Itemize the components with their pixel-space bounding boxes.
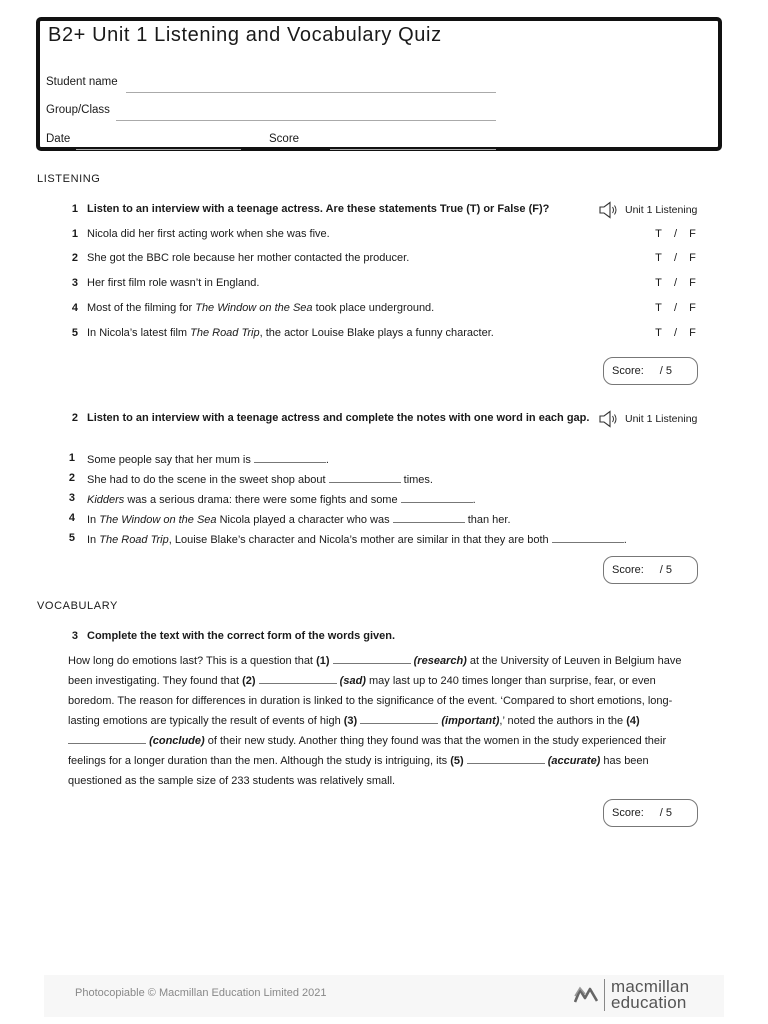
answer-gap[interactable]: [259, 673, 337, 684]
speaker-icon: [599, 410, 621, 428]
audio-label-2: Unit 1 Listening: [625, 413, 698, 425]
exercise-2-instruction: Listen to an interview with a teenage actress and complete the notes with one word in each gap.: [87, 412, 590, 424]
exercise-3-number: 3: [71, 630, 78, 642]
macmillan-logo-icon: [574, 986, 598, 1004]
listening-heading: LISTENING: [37, 173, 101, 185]
vocabulary-heading: VOCABULARY: [37, 600, 118, 612]
answer-gap[interactable]: [552, 532, 624, 543]
answer-gap[interactable]: [254, 452, 326, 463]
group-label: Group/Class: [46, 104, 110, 116]
score-field[interactable]: [330, 149, 496, 150]
gap-fill-text: How long do emotions last? This is a question that (1) (research) at the University of Leuven in Belgium have been investigating. They found that (2) (sad) may last up to 240 times longer than surprise, fear, or even boredom. The reason for differences in duration is linked to the significance of the event. ‘Compared to short emotions, long-lasting emotions are typically the result of events of high (3) (important),’ noted the authors in the (4) (conclude) of their new study. Another thing they found was that the women in the study experienced their feelings for a longer duration than the men. Although the study is intriguing, its (5) (accurate) has been questioned as the sample size of 233 students was relatively small.: [68, 655, 682, 787]
date-label: Date: [46, 133, 71, 145]
exercise-1-instruction: Listen to an interview with a teenage actress. Are these statements True (T) or False (F)?: [87, 203, 550, 215]
logo-line-2: education: [611, 993, 687, 1012]
exercise-1-number: 1: [71, 203, 78, 215]
true-false-choice[interactable]: T / F: [655, 228, 696, 240]
answer-gap[interactable]: [467, 753, 545, 764]
copyright-text: Photocopiable © Macmillan Education Limited 2021: [75, 987, 327, 999]
score-label: Score: [269, 133, 300, 145]
audio-button-1[interactable]: [599, 201, 697, 219]
student-name-field[interactable]: [126, 92, 496, 93]
student-name-label: Student name: [46, 76, 118, 88]
true-false-choice[interactable]: T / F: [655, 327, 696, 339]
page-title: B2+ Unit 1 Listening and Vocabulary Quiz: [48, 24, 442, 46]
group-field[interactable]: [116, 120, 496, 121]
score-box-2: Score: / 5: [603, 556, 698, 584]
footer: [44, 975, 724, 1017]
audio-button-2[interactable]: [599, 410, 697, 428]
answer-gap[interactable]: [329, 472, 401, 483]
answer-gap[interactable]: [68, 733, 146, 744]
answer-gap[interactable]: [401, 492, 473, 503]
answer-gap[interactable]: [393, 512, 465, 523]
score-box-3: Score: / 5: [603, 799, 698, 827]
header-box: [36, 17, 722, 151]
exercise-2-number: 2: [71, 412, 78, 424]
exercise-3-instruction: Complete the text with the correct form of the words given.: [87, 630, 396, 642]
true-false-choice[interactable]: T / F: [655, 277, 696, 289]
audio-label-1: Unit 1 Listening: [625, 204, 698, 216]
speaker-icon: [599, 201, 621, 219]
score-box-1: Score: / 5: [603, 357, 698, 385]
date-field[interactable]: [76, 149, 241, 150]
answer-gap[interactable]: [333, 653, 411, 664]
answer-gap[interactable]: [360, 713, 438, 724]
publisher-logo: [574, 979, 689, 1011]
logo-line-1: macmillan: [611, 977, 690, 996]
true-false-choice[interactable]: T / F: [655, 302, 696, 314]
true-false-choice[interactable]: T / F: [655, 252, 696, 264]
